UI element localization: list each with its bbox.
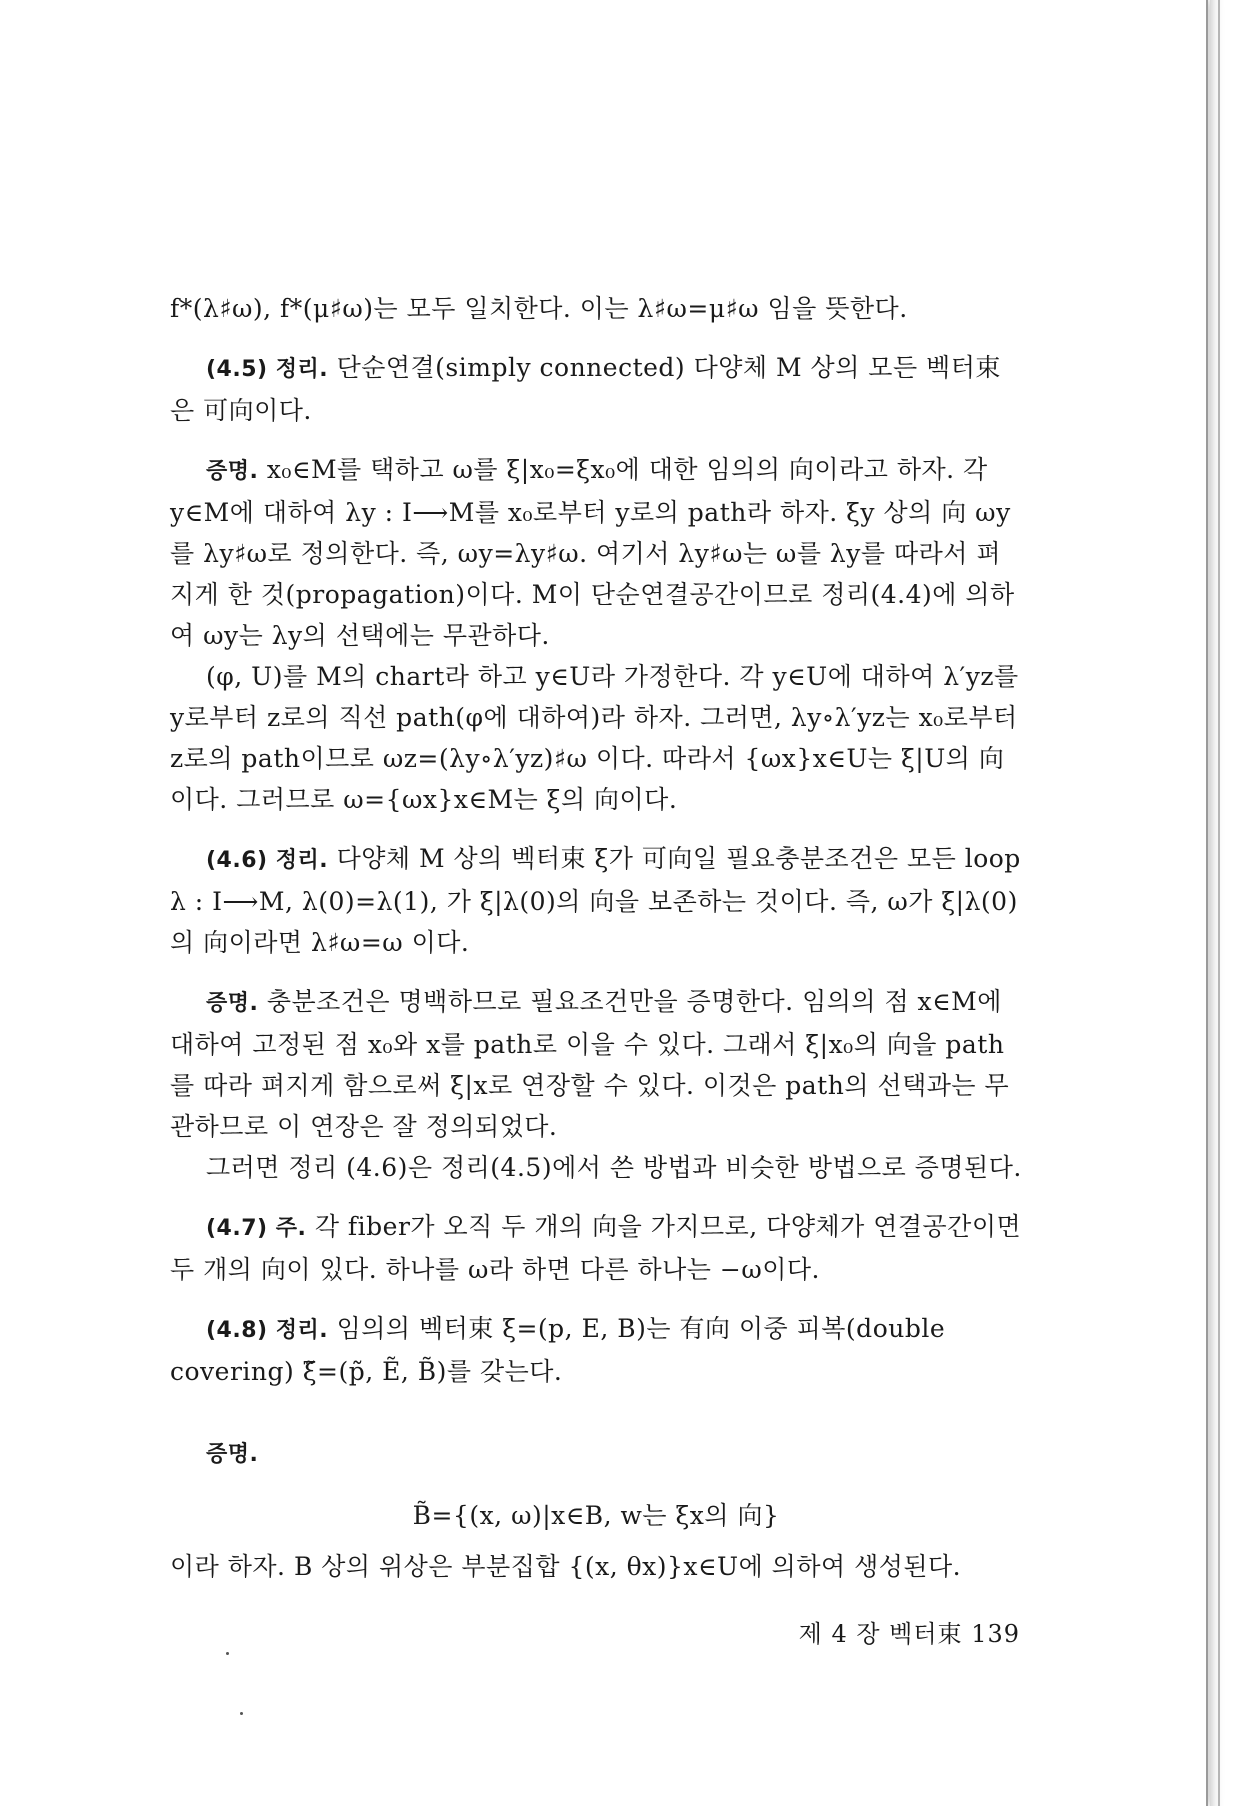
- paragraph-after-formula: 이라 하자. B 상의 위상은 부분집합 {(x, θx)}x∈U에 의하여 생성된다.: [170, 1552, 962, 1581]
- proof-4-5: [170, 449, 1022, 656]
- page-body: [170, 288, 1022, 1587]
- proof-4-8: [170, 1432, 1022, 1475]
- page-footer: [790, 1614, 1020, 1649]
- page-edge: [1210, 0, 1224, 1806]
- proof-text: 충분조건은 명백하므로 필요조건만을 증명한다. 임의의 점 x∈M에 대하여 고정된 점 x₀와 x를 path로 이을 수 있다. 그래서 ξ|x₀의 向을 path를 따라 펴지게 함으로써 ξ|x로 연장할 수 있다. 이것은 path의 선택과는 무관하므로 이 연장은 잘 정의되었다.: [170, 987, 1010, 1141]
- page-edge-line: [1218, 0, 1220, 1806]
- theorem-4-5: [170, 347, 1022, 431]
- scan-speck: [226, 1652, 229, 1655]
- proof-text: x₀∈M를 택하고 ω를 ξ|x₀=ξx₀에 대한 임의의 向이라고 하자. 각 y∈M에 대하여 λy : I⟶M를 x₀로부터 y로의 path라 하자. ξy 상의 向 ωy를 λy♯ω로 정의한다. 즉, ωy=λy♯ω. 여기서 λy♯ω는 ω를 λy를 따라서 펴지게 한 것(propagation)이다. M이 단순연결공간이므로 정리(4.4)에 의하여 ωy는 λy의 선택에는 무관하다.: [170, 455, 1015, 650]
- paragraph-text: 그러면 정리 (4.6)은 정리(4.5)에서 쓴 방법과 비슷한 방법으로 증명된다.: [206, 1153, 1022, 1182]
- proof-heading: 증명.: [206, 991, 259, 1016]
- paragraph-continuation: [170, 288, 1022, 329]
- theorem-4-8: [170, 1308, 1022, 1392]
- note-heading: (4.7) 주.: [206, 1216, 307, 1241]
- theorem-text: 단순연결(simply connected) 다양체 M 상의 모든 벡터束은 可向이다.: [170, 353, 1001, 425]
- proof-heading: 증명.: [206, 1442, 259, 1467]
- page-number: 139: [971, 1620, 1020, 1648]
- proof-4-6: [170, 981, 1022, 1147]
- scan-speck: [240, 1712, 243, 1715]
- note-4-7: [170, 1206, 1022, 1290]
- paragraph-text: (φ, U)를 M의 chart라 하고 y∈U라 가정한다. 각 y∈U에 대하여 λ′yz를 y로부터 z로의 직선 path(φ에 대하여)라 하자. 그러면, λy∘λ′yz는 x₀로부터 z로의 path이므로 ωz=(λy∘λ′yz)♯ω 이다. 따라서 {ωx}x∈U는 ξ|U의 向이다. 그러므로 ω={ωx}x∈M는 ξ의 向이다.: [170, 662, 1019, 814]
- theorem-4-6: [170, 838, 1022, 963]
- paragraph-text: f*(λ♯ω), f*(μ♯ω)는 모두 일치한다. 이는 λ♯ω=μ♯ω 임을 뜻한다.: [170, 294, 908, 323]
- theorem-text: 다양체 M 상의 벡터束 ξ가 可向일 필요충분조건은 모든 loop λ : I⟶M, λ(0)=λ(1), 가 ξ|λ(0)의 向을 보존하는 것이다. 즉, ω가 ξ|λ(0)의 向이라면 λ♯ω=ω 이다.: [170, 844, 1021, 957]
- theorem-heading: (4.6) 정리.: [206, 848, 329, 873]
- display-formula: B̃={(x, ω)|x∈B, w는 ξx의 向}: [412, 1501, 780, 1530]
- note-text: 각 fiber가 오직 두 개의 向을 가지므로, 다양체가 연결공간이면 두 개의 向이 있다. 하나를 ω라 하면 다른 하나는 −ω이다.: [170, 1212, 1022, 1284]
- chapter-label: 제 4 장: [798, 1620, 881, 1648]
- proof-heading: 증명.: [206, 459, 259, 484]
- chapter-title: 벡터束: [889, 1620, 963, 1648]
- theorem-heading: (4.8) 정리.: [206, 1318, 329, 1343]
- proof-4-6-continued: [170, 1147, 1022, 1188]
- proof-4-5-continued: [170, 656, 1022, 820]
- theorem-heading: (4.5) 정리.: [206, 357, 329, 382]
- theorem-text: 임의의 벡터束 ξ=(p, E, B)는 有向 이중 피복(double covering) ξ̃=(p̃, Ẽ, B̃)를 갖는다.: [170, 1314, 946, 1386]
